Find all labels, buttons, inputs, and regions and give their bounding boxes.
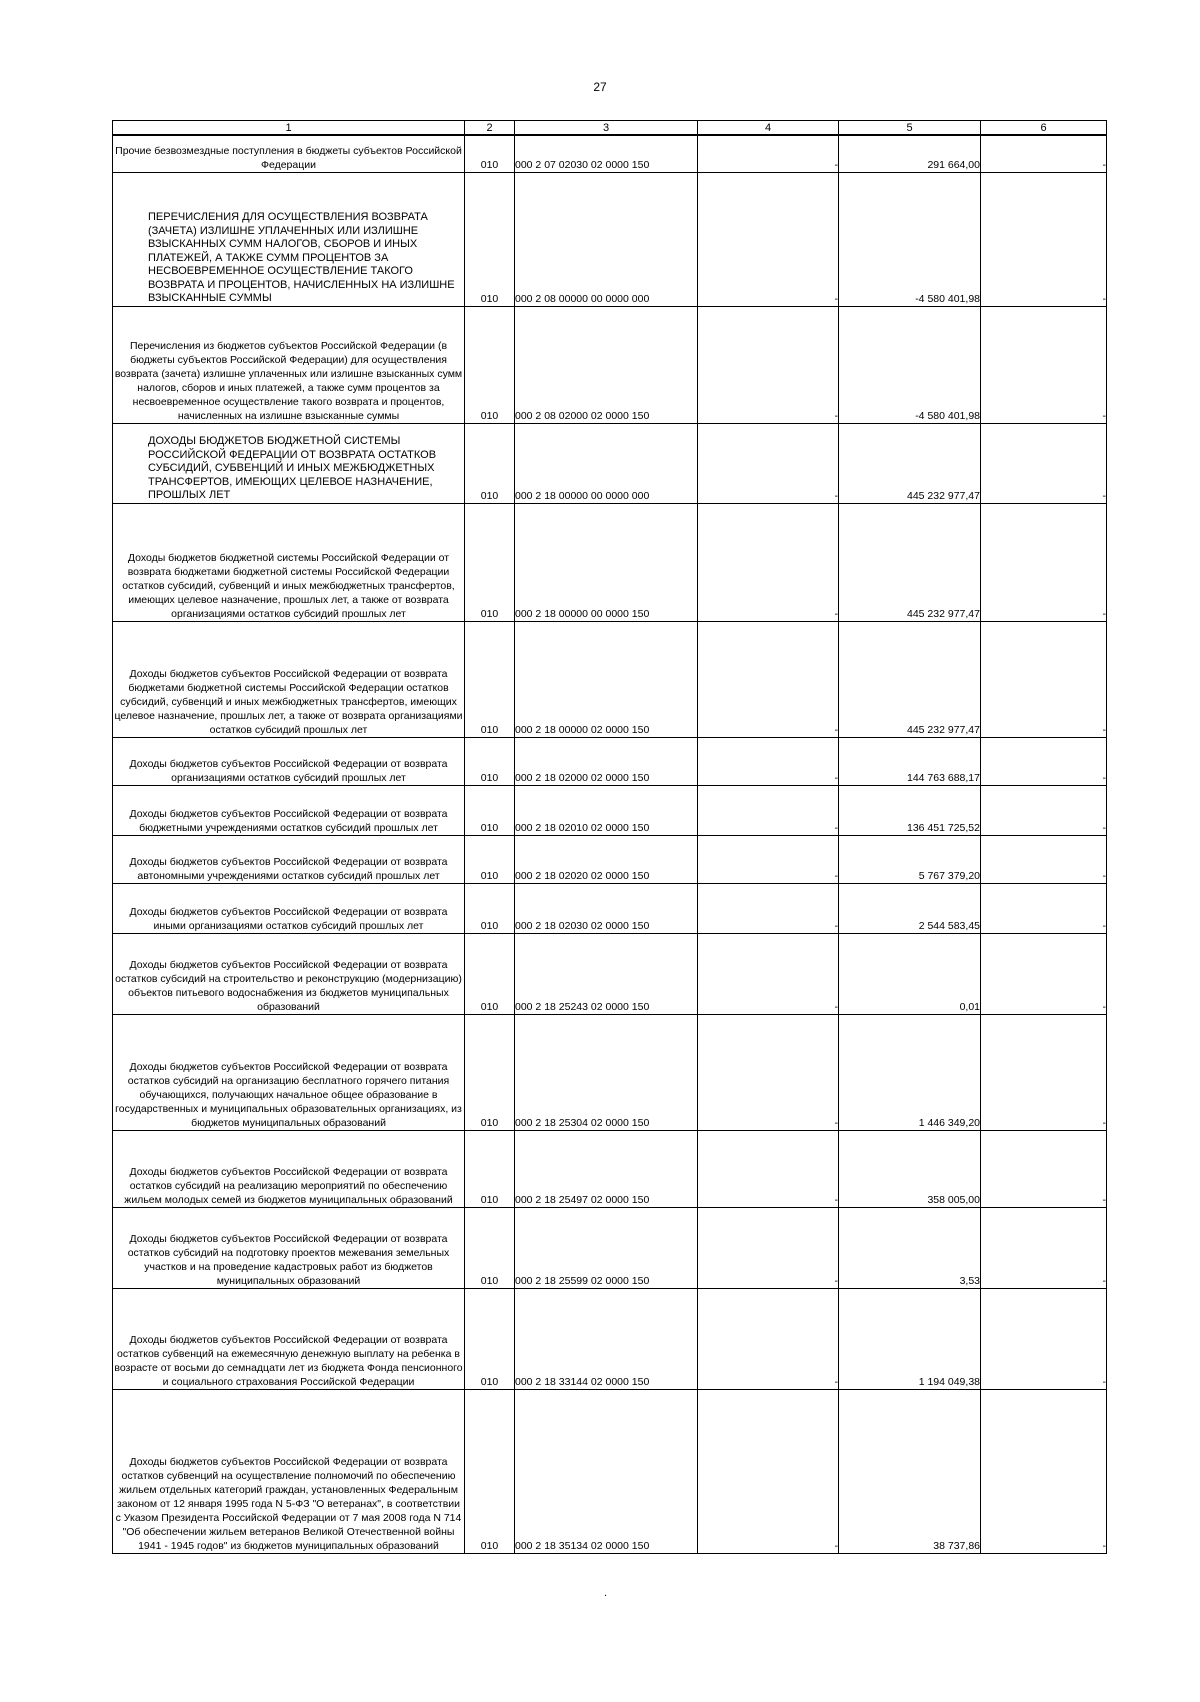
table-row — [113, 933, 1107, 1014]
row-amount: 445 232 977,47 — [839, 621, 981, 737]
row-amount: 358 005,00 — [839, 1130, 981, 1207]
row-col4: - — [698, 621, 839, 737]
row-col6: - — [981, 1014, 1107, 1130]
row-amount: 1 446 349,20 — [839, 1014, 981, 1130]
row-kbk-code: 000 2 18 25497 02 0000 150 — [515, 1130, 698, 1207]
row-col4: - — [698, 835, 839, 883]
row-col4: - — [698, 1130, 839, 1207]
row-code: 010 — [465, 835, 515, 883]
table-row — [113, 135, 1107, 172]
row-col6: - — [981, 883, 1107, 933]
row-col6: - — [981, 1389, 1107, 1553]
row-code: 010 — [465, 621, 515, 737]
row-col6: - — [981, 835, 1107, 883]
row-name: Доходы бюджетов субъектов Российской Федерации от возврата остатков субвенций на осуществление полномочий по обеспечению жильем отдельных категорий граждан, установленных Федеральным законом от 12 января 1995 года N 5-ФЗ "О ветеранах", в соответствии с Указом Президента Российской Федерации от 7 мая 2008 года N 714 "Об обеспечении жильем ветеранов Великой Отечественной войны 1941 - 1945 годов" из бюджетов муниципальных образований — [113, 1389, 465, 1553]
row-amount: 1 194 049,38 — [839, 1288, 981, 1389]
row-name: Доходы бюджетов субъектов Российской Федерации от возврата иными организациями остатков субсидий прошлых лет — [113, 883, 465, 933]
row-amount: 3,53 — [839, 1207, 981, 1288]
row-code: 010 — [465, 1014, 515, 1130]
row-name: Доходы бюджетов субъектов Российской Федерации от возврата автономными учреждениями остатков субсидий прошлых лет — [113, 835, 465, 883]
row-col6: - — [981, 503, 1107, 621]
row-col6: - — [981, 621, 1107, 737]
header-col-6: 6 — [981, 121, 1107, 136]
row-kbk-code: 000 2 07 02030 02 0000 150 — [515, 135, 698, 172]
row-col6: - — [981, 172, 1107, 306]
row-kbk-code: 000 2 08 02000 02 0000 150 — [515, 306, 698, 423]
row-amount: 291 664,00 — [839, 135, 981, 172]
row-col6: - — [981, 1130, 1107, 1207]
row-code: 010 — [465, 883, 515, 933]
row-col4: - — [698, 1207, 839, 1288]
table-row — [113, 423, 1107, 503]
row-amount: 2 544 583,45 — [839, 883, 981, 933]
table-header-row — [113, 121, 1107, 136]
row-amount: -4 580 401,98 — [839, 172, 981, 306]
row-name: Доходы бюджетов бюджетной системы Российской Федерации от возврата бюджетами бюджетной системы Российской Федерации остатков субсидий, субвенций и иных межбюджетных трансфертов, имеющих целевое назначение, прошлых лет, а также от возврата организациями остатков субсидий прошлых лет — [113, 503, 465, 621]
header-col-2: 2 — [465, 121, 515, 136]
table-row — [113, 1207, 1107, 1288]
row-name: Прочие безвозмездные поступления в бюджеты субъектов Российской Федерации — [113, 135, 465, 172]
row-col6: - — [981, 135, 1107, 172]
header-col-1: 1 — [113, 121, 465, 136]
row-amount: -4 580 401,98 — [839, 306, 981, 423]
row-kbk-code: 000 2 18 00000 00 0000 000 — [515, 423, 698, 503]
row-col4: - — [698, 1014, 839, 1130]
row-name: Доходы бюджетов субъектов Российской Федерации от возврата бюджетами бюджетной системы Российской Федерации остатков субсидий, субвенций и иных межбюджетных трансфертов, имеющих целевое назначение, прошлых лет, а также от возврата организациями остатков субсидий прошлых лет — [113, 621, 465, 737]
header-col-5: 5 — [839, 121, 981, 136]
row-col4: - — [698, 423, 839, 503]
row-amount: 144 763 688,17 — [839, 737, 981, 785]
row-amount: 38 737,86 — [839, 1389, 981, 1553]
row-amount: 136 451 725,52 — [839, 785, 981, 835]
row-col4: - — [698, 1288, 839, 1389]
table-row — [113, 621, 1107, 737]
row-code: 010 — [465, 1130, 515, 1207]
row-code: 010 — [465, 1389, 515, 1553]
row-col4: - — [698, 503, 839, 621]
row-kbk-code: 000 2 18 25304 02 0000 150 — [515, 1014, 698, 1130]
row-kbk-code: 000 2 18 25243 02 0000 150 — [515, 933, 698, 1014]
row-col4: - — [698, 785, 839, 835]
table-row — [113, 785, 1107, 835]
header-col-3: 3 — [515, 121, 698, 136]
row-kbk-code: 000 2 18 02000 02 0000 150 — [515, 737, 698, 785]
table-row — [113, 503, 1107, 621]
row-col4: - — [698, 306, 839, 423]
header-col-4: 4 — [698, 121, 839, 136]
table-row — [113, 306, 1107, 423]
row-name: Доходы бюджетов субъектов Российской Федерации от возврата организациями остатков субсидий прошлых лет — [113, 737, 465, 785]
row-kbk-code: 000 2 18 35134 02 0000 150 — [515, 1389, 698, 1553]
table-row — [113, 883, 1107, 933]
row-name: Доходы бюджетов субъектов Российской Федерации от возврата остатков субсидий на реализацию мероприятий по обеспечению жильем молодых семей из бюджетов муниципальных образований — [113, 1130, 465, 1207]
footnote-mark: . — [604, 1587, 608, 1599]
row-col6: - — [981, 1288, 1107, 1389]
row-col4: - — [698, 172, 839, 306]
row-kbk-code: 000 2 18 02030 02 0000 150 — [515, 883, 698, 933]
row-col6: - — [981, 933, 1107, 1014]
row-col4: - — [698, 737, 839, 785]
row-col6: - — [981, 785, 1107, 835]
row-col6: - — [981, 737, 1107, 785]
row-code: 010 — [465, 135, 515, 172]
budget-revenue-table — [112, 120, 1107, 1554]
row-code: 010 — [465, 933, 515, 1014]
row-code: 010 — [465, 737, 515, 785]
row-col6: - — [981, 1207, 1107, 1288]
row-name: Перечисления из бюджетов субъектов Российской Федерации (в бюджеты субъектов Российской Федерации) для осуществления возврата (зачета) излишне уплаченных или излишне взысканных сумм налогов, сборов и иных платежей, а также сумм процентов за несвоевременное осуществление такого возврата и процентов, начисленных на излишне взысканные суммы — [113, 306, 465, 423]
row-code: 010 — [465, 172, 515, 306]
row-amount: 445 232 977,47 — [839, 503, 981, 621]
row-col4: - — [698, 883, 839, 933]
row-col4: - — [698, 1389, 839, 1553]
row-amount: 445 232 977,47 — [839, 423, 981, 503]
row-amount: 0,01 — [839, 933, 981, 1014]
row-kbk-code: 000 2 18 00000 00 0000 150 — [515, 503, 698, 621]
row-code: 010 — [465, 1288, 515, 1389]
row-amount: 5 767 379,20 — [839, 835, 981, 883]
table-row — [113, 737, 1107, 785]
row-kbk-code: 000 2 18 02010 02 0000 150 — [515, 785, 698, 835]
row-name: Доходы бюджетов субъектов Российской Федерации от возврата остатков субвенций на ежемесячную денежную выплату на ребенка в возрасте от восьми до семнадцати лет из бюджета Фонда пенсионного и социального страхования Российской Федерации — [113, 1288, 465, 1389]
row-col4: - — [698, 135, 839, 172]
row-code: 010 — [465, 306, 515, 423]
table-row — [113, 1389, 1107, 1553]
row-kbk-code: 000 2 18 33144 02 0000 150 — [515, 1288, 698, 1389]
row-name: Доходы бюджетов субъектов Российской Федерации от возврата остатков субсидий на строительство и реконструкцию (модернизацию) объектов питьевого водоснабжения из бюджетов муниципальных образований — [113, 933, 465, 1014]
table-row — [113, 1288, 1107, 1389]
row-name: Доходы бюджетов субъектов Российской Федерации от возврата остатков субсидий на организацию бесплатного горячего питания обучающихся, получающих начальное общее образование в государственных и муниципальных образовательных организациях, из бюджетов муниципальных образований — [113, 1014, 465, 1130]
row-name: Доходы бюджетов субъектов Российской Федерации от возврата бюджетными учреждениями остатков субсидий прошлых лет — [113, 785, 465, 835]
table-row — [113, 172, 1107, 306]
page-number: 27 — [593, 80, 607, 94]
row-code: 010 — [465, 503, 515, 621]
row-kbk-code: 000 2 08 00000 00 0000 000 — [515, 172, 698, 306]
row-kbk-code: 000 2 18 25599 02 0000 150 — [515, 1207, 698, 1288]
row-col6: - — [981, 306, 1107, 423]
row-col4: - — [698, 933, 839, 1014]
row-name: ДОХОДЫ БЮДЖЕТОВ БЮДЖЕТНОЙ СИСТЕМЫ РОССИЙСКОЙ ФЕДЕРАЦИИ ОТ ВОЗВРАТА ОСТАТКОВ СУБСИДИЙ, СУБВЕНЦИЙ И ИНЫХ МЕЖБЮДЖЕТНЫХ ТРАНСФЕРТОВ, ИМЕЮЩИХ ЦЕЛЕВОЕ НАЗНАЧЕНИЕ, ПРОШЛЫХ ЛЕТ — [113, 423, 465, 503]
row-name: ПЕРЕЧИСЛЕНИЯ ДЛЯ ОСУЩЕСТВЛЕНИЯ ВОЗВРАТА (ЗАЧЕТА) ИЗЛИШНЕ УПЛАЧЕННЫХ ИЛИ ИЗЛИШНЕ ВЗЫСКАННЫХ СУММ НАЛОГОВ, СБОРОВ И ИНЫХ ПЛАТЕЖЕЙ, А ТАКЖЕ СУММ ПРОЦЕНТОВ ЗА НЕСВОЕВРЕМЕННОЕ ОСУЩЕСТВЛЕНИЕ ТАКОГО ВОЗВРАТА И ПРОЦЕНТОВ, НАЧИСЛЕННЫХ НА ИЗЛИШНЕ ВЗЫСКАННЫЕ СУММЫ — [113, 172, 465, 306]
table-row — [113, 1014, 1107, 1130]
table-row — [113, 1130, 1107, 1207]
row-name: Доходы бюджетов субъектов Российской Федерации от возврата остатков субсидий на подготовку проектов межевания земельных участков и на проведение кадастровых работ из бюджетов муниципальных образований — [113, 1207, 465, 1288]
row-code: 010 — [465, 423, 515, 503]
row-col6: - — [981, 423, 1107, 503]
row-code: 010 — [465, 1207, 515, 1288]
table-row — [113, 835, 1107, 883]
row-kbk-code: 000 2 18 02020 02 0000 150 — [515, 835, 698, 883]
row-code: 010 — [465, 785, 515, 835]
row-kbk-code: 000 2 18 00000 02 0000 150 — [515, 621, 698, 737]
